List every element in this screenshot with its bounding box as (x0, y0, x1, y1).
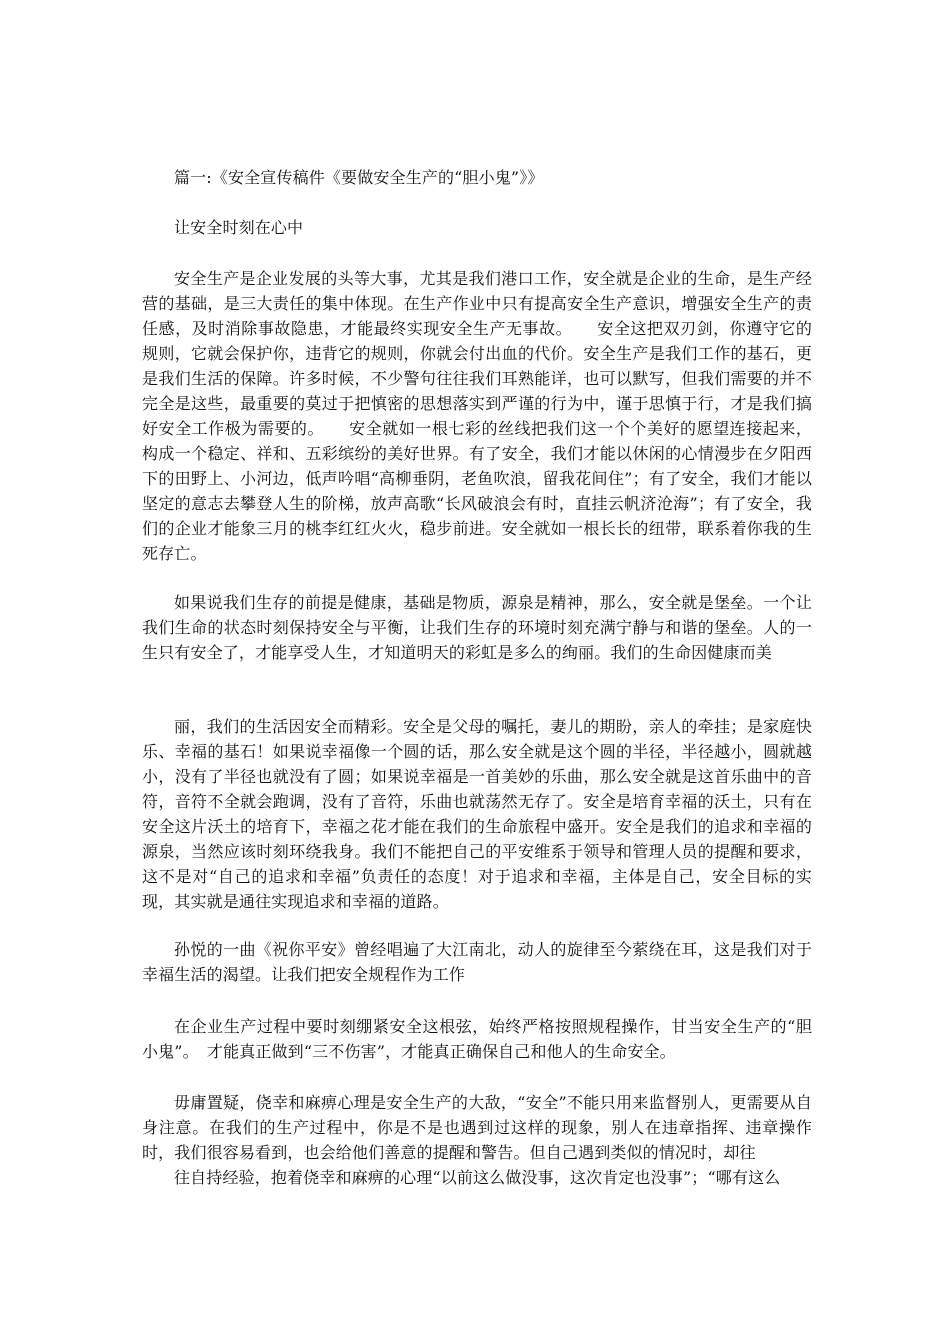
paragraph-5: 在企业生产过程中要时刻绷紧安全这根弦，始终严格按照规程操作，甘当安全生产的“胆小鬼”。 才能真正做到“三不伤害”，才能真正确保自己和他人的生命安全。 (142, 1017, 812, 1061)
paragraph-7: 往自持经验，抱着侥幸和麻痹的心理“以前这么做没事，这次肯定也没事”；“哪有这么 (174, 1168, 781, 1187)
paragraph-2: 如果说我们生存的前提是健康，基础是物质，源泉是精神，那么，安全就是堡垒。一个让我们生命的状态时刻保持安全与平衡，让我们生存的环境时刻充满宁静与和谐的堡垒。人的一生只有安全了，才能享受人生，才知道明天的彩虹是多么的绚丽。我们的生命因健康而美 (142, 593, 812, 662)
document-heading: 篇一:《安全宣传稿件《要做安全生产的“胆小鬼”》》 (174, 168, 544, 187)
paragraph-3: 丽，我们的生活因安全而精彩。安全是父母的嘱托，妻儿的期盼，亲人的牵挂；是家庭快乐、幸福的基石！如果说幸福像一个圆的话，那么安全就是这个圆的半径，半径越小，圆就越小，没有了半径也就没有了圆；如果说幸福是一首美妙的乐曲，那么安全就是这首乐曲中的音符，音符不全就会跑调，没有了音符，乐曲也就荡然无存了。安全是培育幸福的沃土，只有在安全这片沃土的培育下，幸福之花才能在我们的生命旅程中盛开。安全是我们的追求和幸福的源泉，当然应该时刻环绕我身。我们不能把自己的平安维系于领导和管理人员的提醒和要求，这不是对“自己的追求和幸福”负责任的态度！对于追求和幸福，主体是自己，安全目标的实现，其实就是通往实现追求和幸福的道路。 (142, 717, 812, 911)
paragraph-4: 孙悦的一曲《祝你平安》曾经唱遍了大江南北，动人的旋律至今萦绕在耳，这是我们对于幸福生活的渴望。让我们把安全规程作为工作 (142, 940, 812, 984)
paragraph-6: 毋庸置疑，侥幸和麻痹心理是安全生产的大敌，“安全”不能只用来监督别人，更需要从自身注意。在我们的生产过程中，你是不是也遇到过这样的现象，别人在违章指挥、违章操作时，我们很容易看到，也会给他们善意的提醒和警告。但自己遇到类似的情况时，却往 (142, 1093, 812, 1162)
document-subheading: 让安全时刻在心中 (174, 218, 304, 237)
paragraph-1: 安全生产是企业发展的头等大事，尤其是我们港口工作，安全就是企业的生命，是生产经营的基础，是三大责任的集中体现。在生产作业中只有提高安全生产意识，增强安全生产的责任感，及时消除事故隐患，才能最终实现安全生产无事故。 安全这把双刃剑，你遵守它的规则，它就会保护你，违背它的规则，你就会付出血的代价。安全生产是我们工作的基石，更是我们生活的保障。许多时候，不少警句往往我们耳熟能详，也可以默写，但我们需要的并不完全是这些，最重要的莫过于把慎密的思想落实到严谨的行为中，谨于思慎于行，才是我们搞好安全工作极为需要的。 安全就如一根七彩的丝线把我们这一个个美好的愿望连接起来，构成一个稳定、祥和、五彩缤纷的美好世界。有了安全，我们才能以休闲的心情漫步在夕阳西下的田野上、小河边，低声吟唱“高柳垂阴，老鱼吹浪，留我花间住”；有了安全，我们才能以坚定的意志去攀登人生的阶梯，放声高歌“长风破浪会有时，直挂云帆济沧海”；有了安全，我们的企业才能象三月的桃李红红火火，稳步前进。安全就如一根长长的纽带，联系着你我的生死存亡。 (142, 269, 812, 563)
